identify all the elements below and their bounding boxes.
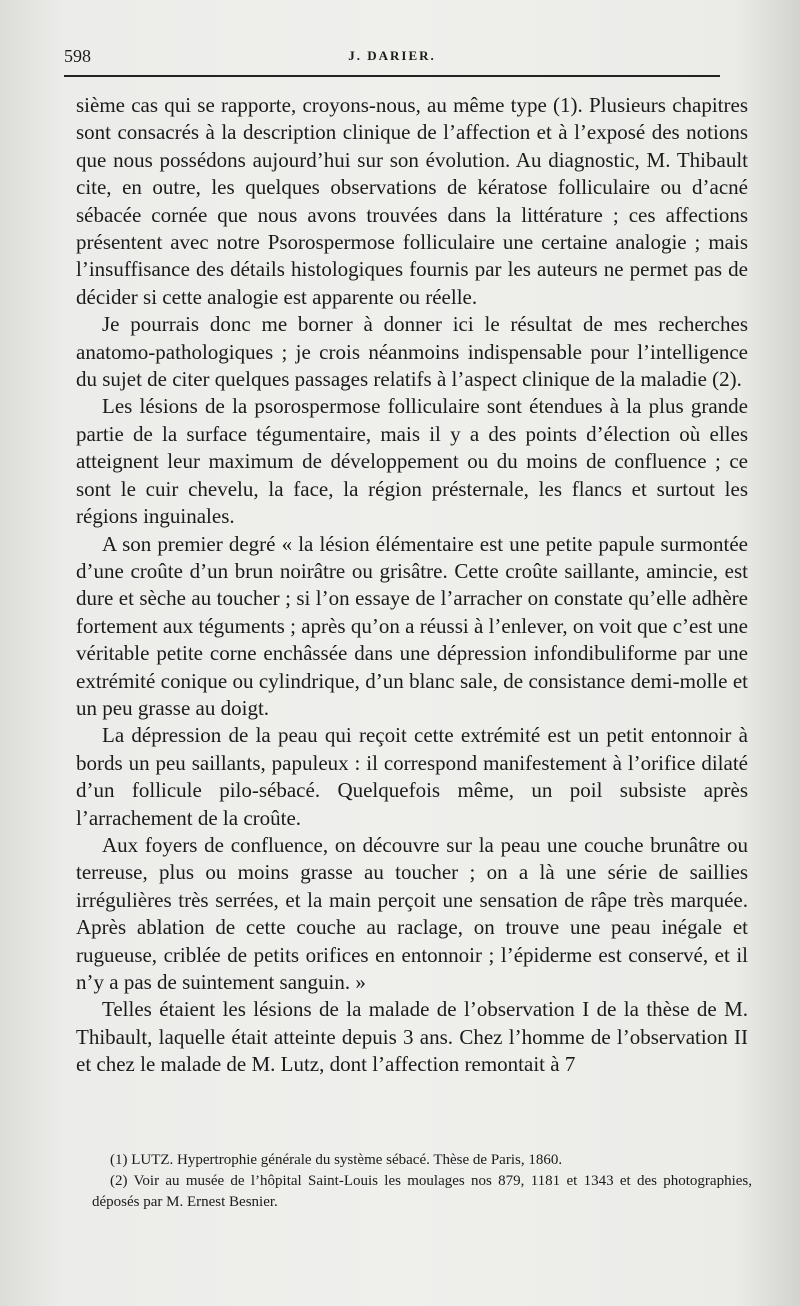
footnotes	[92, 1150, 752, 1213]
paragraph-4: A son premier degré « la lésion élémentaire est une petite papule surmontée d’une croûte d’un brun noirâtre ou grisâtre. Cette croûte saillante, amincie, est dure et sèche au toucher ; si l’on essaye de l’arracher on constate qu’elle adhère fortement aux téguments ; après qu’on a réussi à l’enlever, on voit que c’est une véritable petite corne enchâssée dans une dépression infondibuliforme par une extrémité conique ou cylindrique, d’un blanc sale, de consistance demi-molle et un peu grasse au doigt.	[76, 531, 748, 720]
body-text	[76, 92, 748, 1079]
header-rule	[64, 75, 720, 77]
footnote-2: (2) Voir au musée de l’hôpital Saint-Louis les moulages nos 879, 1181 et 1343 et des photographies, déposés par M. Ernest Besnier.	[92, 1173, 752, 1210]
page-number: 598	[64, 46, 91, 66]
paragraph-7: Telles étaient les lésions de la malade de l’observation I de la thèse de M. Thibault, laquelle était atteinte depuis 3 ans. Chez l’homme de l’observation II et chez le malade de M. Lutz, dont l’affection remontait à 7	[76, 997, 748, 1077]
paragraph-3: Les lésions de la psorospermose folliculaire sont étendues à la plus grande partie de la surface tégumentaire, mais il y a des points d’élection où elles atteignent leur maximum de développement ou du moins de confluence ; ce sont le cuir chevelu, la face, la région présternale, les flancs et surtout les régions inguinales.	[76, 394, 748, 529]
paragraph-2: Je pourrais donc me borner à donner ici le résultat de mes recherches anatomo-pathologiques ; je crois néanmoins indispensable pour l’intelligence du sujet de citer quelques passages relatifs à l’aspect clinique de la maladie (2).	[76, 312, 748, 392]
page-header	[64, 44, 720, 74]
running-head: J. DARIER.	[348, 48, 436, 63]
footnote-1: (1) LUTZ. Hypertrophie générale du système sébacé. Thèse de Paris, 1860.	[110, 1152, 563, 1168]
paragraph-5: La dépression de la peau qui reçoit cette extrémité est un petit entonnoir à bords un peu saillants, papuleux : il correspond manifestement à l’orifice dilaté d’un follicule pilo-sébacé. Quelquefois même, un poil subsiste après l’arrachement de la croûte.	[76, 723, 748, 830]
paragraph-6: Aux foyers de confluence, on découvre sur la peau une couche brunâtre ou terreuse, plus ou moins grasse au toucher ; on a là une série de saillies irrégulières très serrées, et la main perçoit une sensation de râpe très marquée. Après ablation de cette couche au raclage, on trouve une peau inégale et rugueuse, criblée de petits orifices en entonnoir ; l’épiderme est conservé, et il n’y a pas de suintement sanguin. »	[76, 832, 748, 994]
paragraph-continuation: sième cas qui se rapporte, croyons-nous, au même type (1). Plusieurs chapitres sont consacrés à la description clinique de l’affection et à l’exposé des notions que nous possédons aujourd’hui sur son évolution. Au diagnostic, M. Thibault cite, en outre, les quelques observations de kératose folliculaire ou d’acné sébacée cornée que nous avons trouvées dans la littérature ; ces affections présentent avec notre Psorospermose folliculaire une certaine analogie ; mais l’insuffisance des détails histologiques fournis par les auteurs ne permet pas de décider si cette analogie est apparente ou réelle.	[76, 93, 748, 309]
